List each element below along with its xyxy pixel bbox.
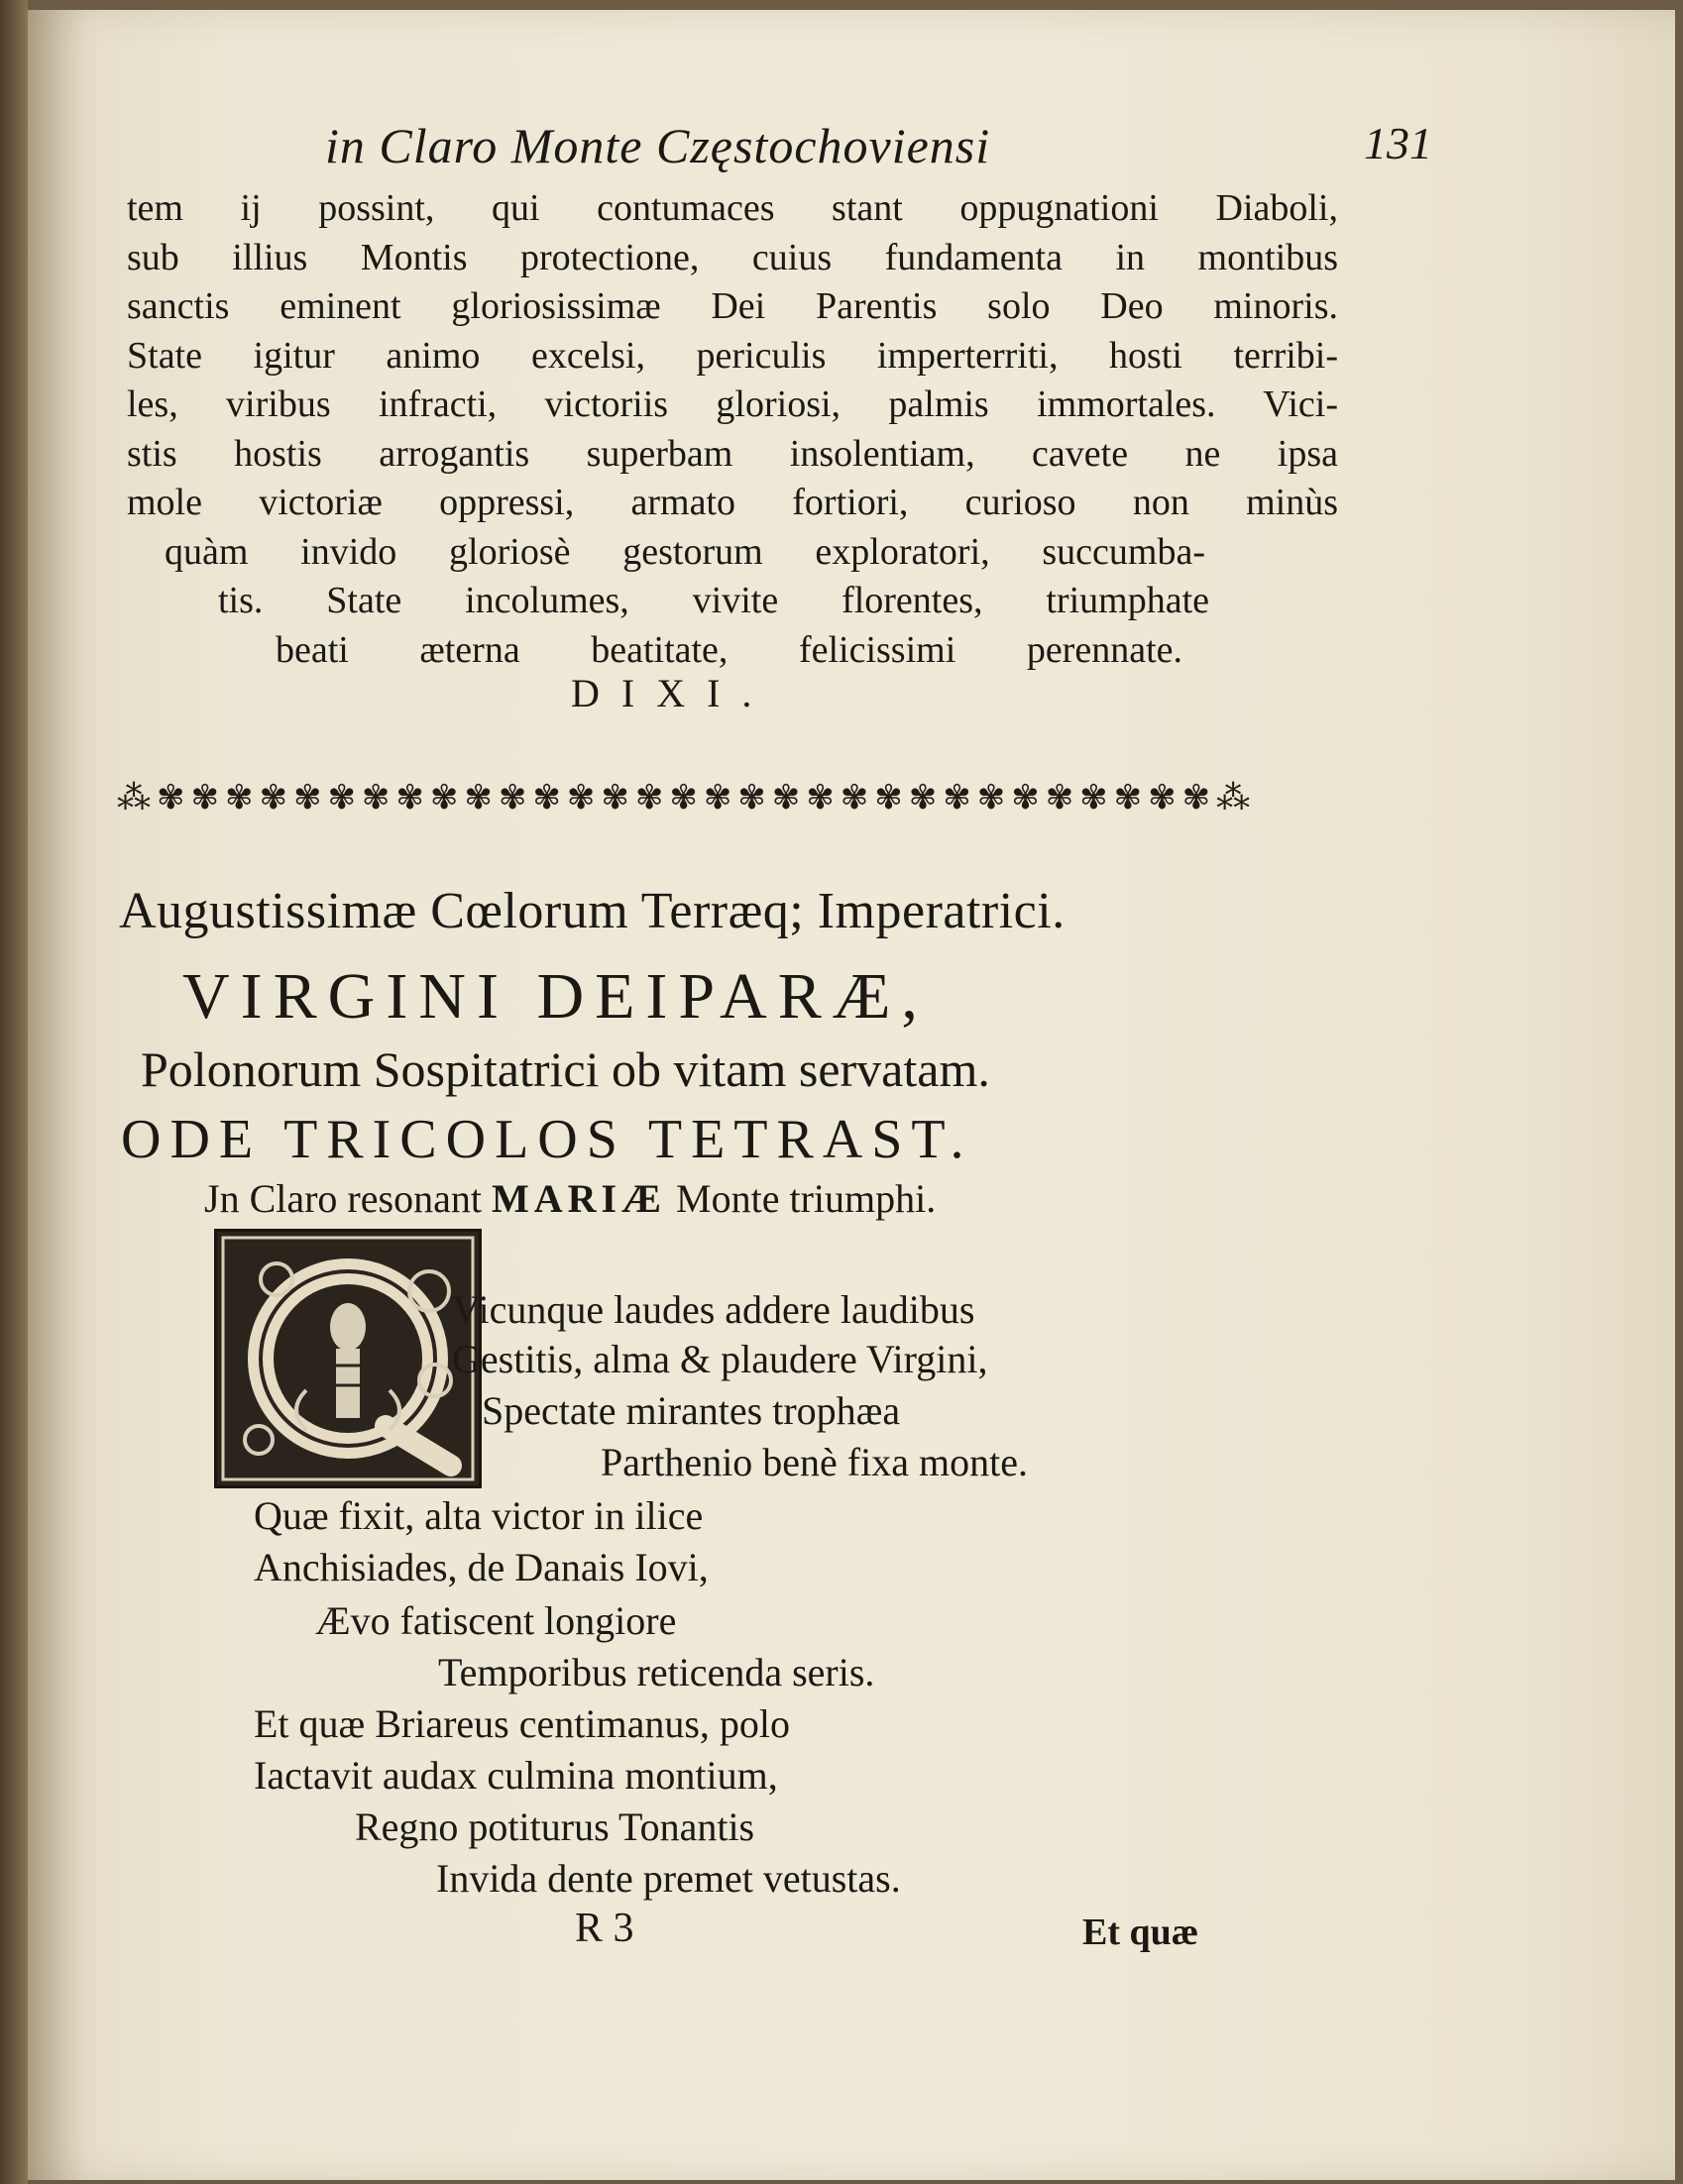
- verse-line: Vicunque laudes addere laudibus: [452, 1287, 975, 1332]
- verse-line: Gestitis, alma & plaudere Virgini,: [452, 1337, 988, 1381]
- prose-line: State igitur animo excelsi, periculis imperterriti, hosti terribi-: [127, 334, 1338, 377]
- signature-mark: R 3: [575, 1906, 634, 1951]
- page-number: 131: [1364, 118, 1432, 168]
- ornamental-border: ⁂✾✾✾✾✾✾✾✾✾✾✾✾✾✾✾✾✾✾✾✾✾✾✾✾✾✾✾✾✾✾✾⁂: [117, 778, 1257, 818]
- running-title: in Claro Monte Częstochoviensi: [325, 118, 991, 173]
- verse-line: Spectate mirantes trophæa: [482, 1388, 901, 1433]
- dedication-heading: Augustissimæ Cœlorum Terræq; Imperatrici.: [119, 883, 1066, 939]
- prose-line: stis hostis arrogantis superbam insolentiam, cavete ne ipsa: [127, 432, 1338, 475]
- verse-line: Temporibus reticenda seris.: [438, 1650, 875, 1694]
- prose-line: beati æterna beatitate, felicissimi perennate.: [276, 628, 1182, 671]
- dedication-title: VIRGINI DEIPARÆ,: [182, 960, 929, 1033]
- verse-line: Anchisiades, de Danais Iovi,: [254, 1545, 709, 1589]
- verse-line: Parthenio benè fixa monte.: [601, 1440, 1028, 1484]
- motto-name: MARIÆ: [491, 1176, 667, 1221]
- verse-line: Regno potiturus Tonantis: [355, 1804, 755, 1849]
- ode-title: ODE TRICOLOS TETRAST.: [121, 1109, 973, 1170]
- verse-line: Ævo fatiscent longiore: [315, 1598, 677, 1643]
- prose-line: tis. State incolumes, vivite florentes, triumphate: [218, 580, 1209, 621]
- book-page: [28, 10, 1675, 2180]
- prose-line: tem ij possint, qui contumaces stant oppugnationi Diaboli,: [127, 187, 1338, 229]
- prose-line: sanctis eminent gloriosissimæ Dei Parentis solo Deo minoris.: [127, 285, 1338, 327]
- woodcut-initial-icon: [217, 1232, 479, 1485]
- motto-start: Jn Claro resonant: [204, 1176, 482, 1221]
- verse-line: Iactavit audax culmina montium,: [254, 1753, 778, 1798]
- prose-line: quàm invido gloriosè gestorum exploratori, succumba-: [165, 530, 1205, 573]
- prose-line: les, viribus infracti, victoriis gloriosi, palmis immortales. Vici-: [127, 383, 1338, 425]
- prose-line: sub illius Montis protectione, cuius fundamenta in montibus: [127, 236, 1338, 278]
- motto-end: Monte triumphi.: [676, 1176, 937, 1221]
- dedication-subheading: Polonorum Sospitatrici ob vitam servatam.: [141, 1041, 990, 1097]
- book-spine: [0, 0, 28, 2184]
- closing-word: DIXI.: [571, 671, 774, 715]
- catchword: Et quæ: [1082, 1911, 1199, 1953]
- decorated-initial-q: [214, 1229, 482, 1488]
- oration-conclusion: [127, 184, 1338, 675]
- verse-line: Invida dente premet vetustas.: [436, 1856, 901, 1901]
- verse-line: Et quæ Briareus centimanus, polo: [254, 1701, 791, 1746]
- ode-motto: [204, 1175, 936, 1222]
- prose-line: mole victoriæ oppressi, armato fortiori, curioso non minùs: [127, 482, 1338, 523]
- verse-line: Quæ fixit, alta victor in ilice: [254, 1493, 704, 1538]
